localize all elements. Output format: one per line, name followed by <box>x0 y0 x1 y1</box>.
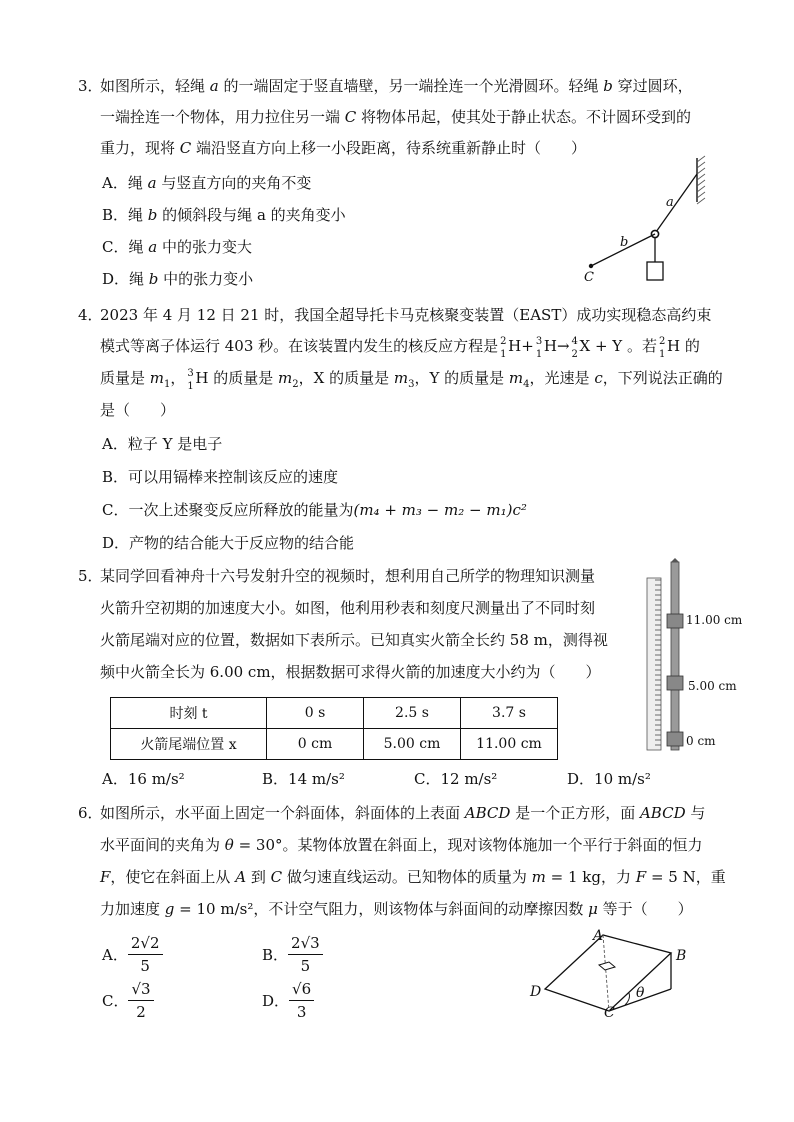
table-header-position: 火箭尾端位置 x <box>111 729 267 760</box>
q6-option-d[interactable]: D． $\frac{√6}{3}$ <box>262 978 314 1023</box>
q6-label-d: D <box>530 984 542 1000</box>
table-cell: 2.5 s <box>364 698 461 729</box>
q6-line-1: 如图所示，水平面上固定一个斜面体，斜面体的上表面 ABCD 是一个正方形，面 ABCD 与 <box>100 804 706 822</box>
q6-label-a: A <box>593 928 604 944</box>
table-header-time: 时刻 t <box>111 698 267 729</box>
q3-number: 3． <box>78 77 103 95</box>
q6-option-a[interactable]: A． $\frac{2√2}{5}$ <box>102 932 163 977</box>
q6-line-2: 水平面间的夹角为 θ = 30°。某物体放置在斜面上，现对该物体施加一个平行于斜面的恒力 <box>100 836 703 854</box>
q5-line-3: 火箭尾端对应的位置，数据如下表所示。已知真实火箭全长约 58 m，测得视 <box>100 631 608 649</box>
q5-option-d[interactable]: D．10 m/s² <box>567 770 651 788</box>
q3-label-c: C <box>584 270 594 285</box>
q6-label-c: C <box>604 1005 615 1021</box>
q5-option-b[interactable]: B．14 m/s² <box>262 770 345 788</box>
table-row <box>111 729 558 760</box>
q4-number: 4． <box>78 306 103 324</box>
q4-option-d[interactable]: D．产物的结合能大于反应物的结合能 <box>102 534 355 552</box>
nuclide-h2-ref: 2 1 <box>658 336 666 360</box>
q3-option-b[interactable]: B．绳 b 的倾斜段与绳 a 的夹角变小 <box>102 206 346 224</box>
q4-option-b[interactable]: B．可以用镉棒来控制该反应的速度 <box>102 468 339 486</box>
q5-marker-11cm: 11.00 cm <box>686 613 743 627</box>
q3-rope-ring-figure <box>575 152 715 292</box>
nuclide-x: 4 2 <box>571 336 578 360</box>
table-cell: 0 s <box>267 698 364 729</box>
nuclide-h3: 3 1 <box>535 336 543 360</box>
table-row <box>111 698 558 729</box>
q3-line-1: 如图所示，轻绳 a 的一端固定于竖直墙壁，另一端拴连一个光滑圆环。轻绳 b 穿过圆环， <box>100 77 693 95</box>
table-cell: 11.00 cm <box>461 729 558 760</box>
q3-label-a: a <box>666 195 674 210</box>
q5-line-1: 某同学回看神舟十六号发射升空的视频时，想利用自己所学的物理知识测量 <box>100 567 596 585</box>
q4-line-4: 是（ ） <box>100 401 176 419</box>
q6-option-b[interactable]: B． $\frac{2√3}{5}$ <box>262 932 323 977</box>
q4-option-c[interactable]: C．一次上述聚变反应所释放的能量为(m₄ + m₃ − m₂ − m₁)c² <box>102 501 527 519</box>
q4-option-a[interactable]: A．粒子 Y 是电子 <box>102 435 223 453</box>
q3-line-3: 重力，现将 C 端沿竖直方向上移一小段距离，待系统重新静止时（ ） <box>100 139 587 157</box>
q4-line-2: 模式等离子体运行 403 秒。在该装置内发生的核反应方程是 2 1 H+ 3 1 H→ 4 2 X + Y 。若 2 1 H 的 <box>100 336 700 360</box>
table-cell: 5.00 cm <box>364 729 461 760</box>
q6-line-4: 力加速度 g = 10 m/s²，不计空气阻力，则该物体与斜面间的动摩擦因数 μ 等于（ ） <box>100 900 693 918</box>
q6-label-b: B <box>676 948 687 964</box>
q5-marker-0cm: 0 cm <box>686 734 716 748</box>
q6-option-c[interactable]: C． $\frac{√3}{2}$ <box>102 978 154 1023</box>
table-cell: 3.7 s <box>461 698 558 729</box>
q6-line-3: F，使它在斜面上从 A 到 C 做匀速直线运动。已知物体的质量为 m = 1 kg，力 F = 5 N，重 <box>100 868 726 886</box>
q5-option-c[interactable]: C．12 m/s² <box>414 770 498 788</box>
q5-marker-5cm: 5.00 cm <box>688 679 737 693</box>
q6-number: 6． <box>78 804 103 822</box>
q6-label-theta: θ <box>636 985 645 1001</box>
q5-line-4: 频中火箭全长为 6.00 cm，根据数据可求得火箭的加速度大小约为（ ） <box>100 663 601 681</box>
q4-line-3: 质量是 $m_1$， 3 1 H 的质量是 $m_2$，X 的质量是 $m_3$，Y 的质量是 $m_4$，光速是 c，下列说法正确的 <box>100 368 723 392</box>
q5-rocket-ruler-figure <box>645 558 690 756</box>
q3-option-a[interactable]: A．绳 a 与竖直方向的夹角不变 <box>102 174 312 192</box>
q3-option-c[interactable]: C．绳 a 中的张力变大 <box>102 238 252 256</box>
q3-line-2: 一端拴连一个物体，用力拉住另一端 C 将物体吊起，使其处于静止状态。不计圆环受到的 <box>100 108 692 126</box>
q4-line-1: 2023 年 4 月 12 日 21 时，我国全超导托卡马克核聚变装置（EAST）成功实现稳态高约束 <box>100 306 712 324</box>
q5-line-2: 火箭升空初期的加速度大小。如图，他利用秒表和刻度尺测量出了不同时刻 <box>100 599 596 617</box>
q3-option-d[interactable]: D．绳 b 中的张力变小 <box>102 270 254 288</box>
q5-number: 5． <box>78 567 103 585</box>
nuclide-h2: 2 1 <box>500 336 507 360</box>
q5-data-table <box>110 697 558 760</box>
q3-label-b: b <box>620 235 629 250</box>
q5-option-a[interactable]: A．16 m/s² <box>102 770 185 788</box>
table-cell: 0 cm <box>267 729 364 760</box>
